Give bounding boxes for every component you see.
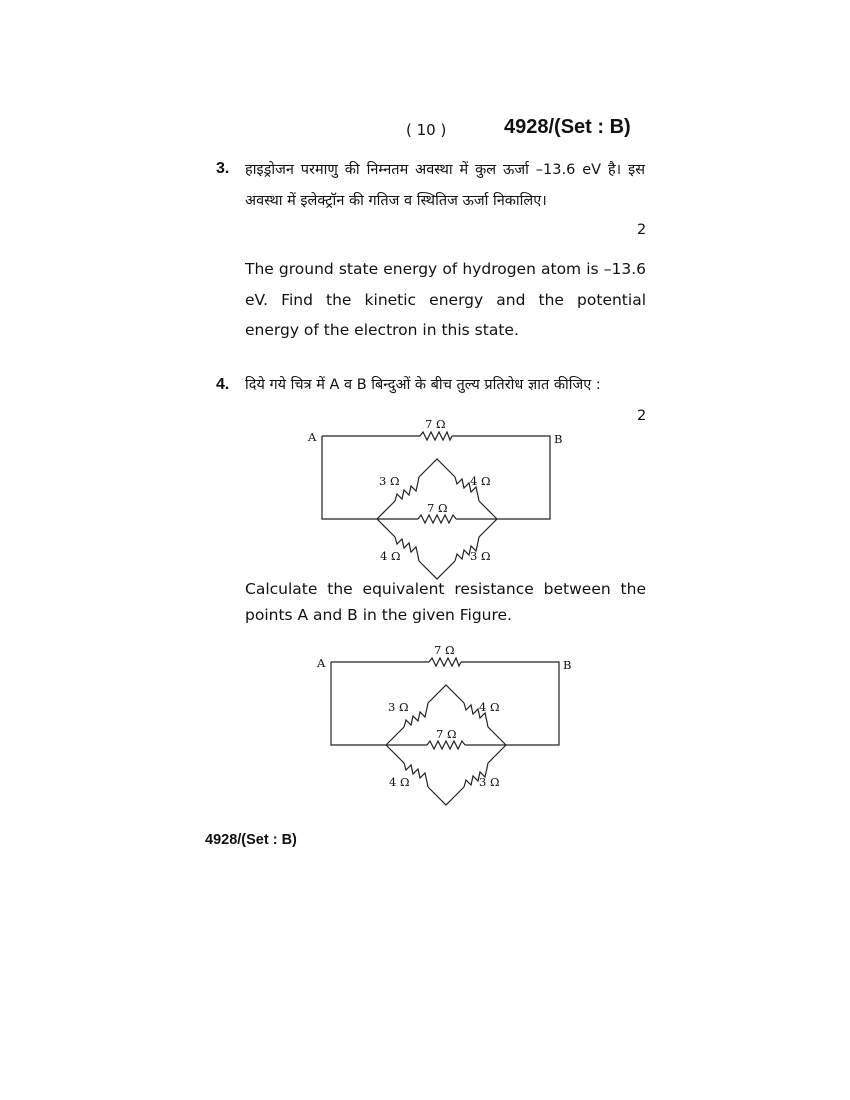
question-3-marks: 2 <box>637 222 647 238</box>
label-upper-left-resistor: 3 Ω <box>379 474 400 488</box>
label-top-resistor: 7 Ω <box>425 417 446 431</box>
label-lower-right-resistor: 3 Ω <box>470 549 491 563</box>
resistors <box>404 658 488 787</box>
circuit-diagram-hindi <box>300 415 570 585</box>
node-b-label: B <box>563 658 572 672</box>
question-3-hindi-text: हाइड्रोजन परमाणु की निम्नतम अवस्था में कुल ऊर्जा –13.6 eV है। इस अवस्था में इलेक्ट्रॉन की गतिज व स्थितिज ऊर्जा निकालिए। <box>245 162 645 209</box>
question-3-english-text: The ground state energy of hydrogen atom is –13.6 eV. Find the kinetic energy and the potential energy of the electron in this state. <box>245 260 646 339</box>
question-4-hindi-text: दिये गये चित्र में A व B बिन्दुओं के बीच तुल्य प्रतिरोध ज्ञात कीजिए : <box>245 377 601 393</box>
circuit-diagram-english <box>309 641 579 811</box>
label-middle-resistor: 7 Ω <box>427 501 448 515</box>
set-code-header: 4928/(Set : B) <box>504 116 631 138</box>
label-lower-right-resistor: 3 Ω <box>479 775 500 789</box>
label-middle-resistor: 7 Ω <box>436 727 457 741</box>
label-top-resistor: 7 Ω <box>434 643 455 657</box>
node-a-label: A <box>308 430 317 444</box>
set-code-footer: 4928/(Set : B) <box>205 832 297 848</box>
label-upper-left-resistor: 3 Ω <box>388 700 409 714</box>
label-lower-left-resistor: 4 Ω <box>380 549 401 563</box>
resistor-top <box>429 658 461 666</box>
label-upper-right-resistor: 4 Ω <box>470 474 491 488</box>
resistor-middle <box>427 741 465 749</box>
resistor-top <box>420 432 452 440</box>
question-4-marks: 2 <box>637 408 647 424</box>
question-4-number: 4. <box>216 376 230 393</box>
label-upper-right-resistor: 4 Ω <box>479 700 500 714</box>
resistor-middle <box>418 515 456 523</box>
node-b-label: B <box>554 432 563 446</box>
page-number: ( 10 ) <box>406 121 447 139</box>
node-a-label: A <box>317 656 326 670</box>
question-4-english-text: Calculate the equivalent resistance between the points A and B in the given Figure. <box>245 580 646 624</box>
label-lower-left-resistor: 4 Ω <box>389 775 410 789</box>
resistors <box>395 432 479 561</box>
question-3-number: 3. <box>216 160 230 177</box>
